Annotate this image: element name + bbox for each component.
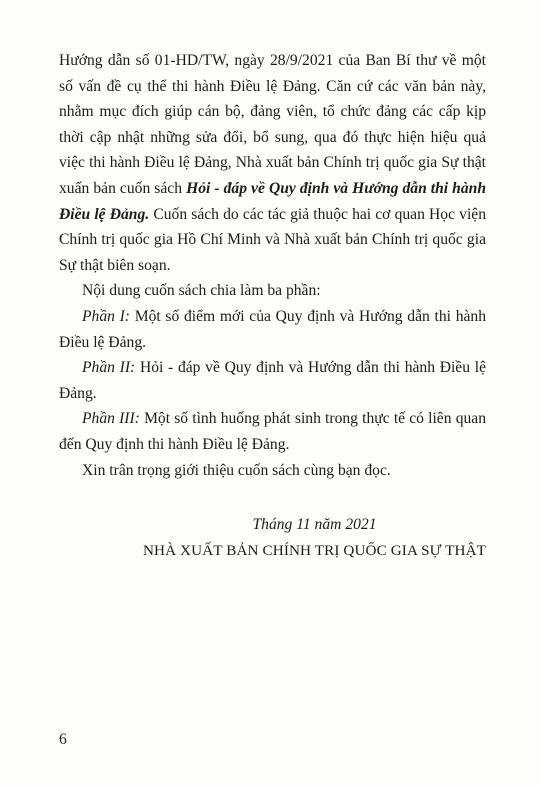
intro-lead: Hướng dẫn số 01-HD/TW, ngày 28/9/2021 của Ban Bí thư về một số vấn đề cụ thể thi hành Điều lệ Đảng. Căn cứ các văn bản này, nhằm mục đích giúp cán bộ, đảng viên, tổ chức đảng các cấp kịp thời cập nhật những sửa đổi, bổ sung, qua đó thực hiện hiệu quả việc thi hành Điều lệ Đảng, Nhà xuất bản Chính trị quốc gia Sự thật xuấn bản cuốn sách xyxy=(59,52,486,197)
paragraph-part-3 xyxy=(59,406,486,457)
book-title: Hỏi - đáp về Quy định và Hướng dẫn thi hành Điều lệ Đảng. xyxy=(59,179,487,223)
part-1-text: Một số điểm mới của Quy định và Hướng dẫn thi hành Điều lệ Đảng. xyxy=(59,307,487,351)
intro-tail: Cuốn sách do các tác giả thuộc hai cơ quan Học viện Chính trị quốc gia Hồ Chí Minh và Nhà xuất bản Chính trị quốc gia Sự thật biên soạn. xyxy=(59,205,487,274)
body-text xyxy=(59,48,486,483)
signature-publisher: NHÀ XUẤT BẢN CHÍNH TRỊ QUỐC GIA SỰ THẬT xyxy=(142,542,487,559)
signature-date: Tháng 11 năm 2021 xyxy=(252,516,377,533)
page-number: 6 xyxy=(59,731,67,748)
paragraph-contents-intro: Nội dung cuốn sách chia làm ba phần: xyxy=(82,282,321,300)
paragraph-part-2 xyxy=(59,355,486,406)
paragraph-closing: Xin trân trọng giới thiệu cuốn sách cùng bạn đọc. xyxy=(82,461,391,479)
paragraph-intro xyxy=(59,48,486,278)
part-2-label: Phần II: xyxy=(82,359,136,377)
part-3-label: Phần III: xyxy=(82,410,140,428)
part-3-text: Một số tình huống phát sinh trong thực tế có liên quan đến Quy định thi hành Điều lệ Đảng. xyxy=(59,410,487,453)
part-1-label: Phần I: xyxy=(82,307,131,325)
part-2-text: Hỏi - đáp về Quy định và Hướng dẫn thi hành Điều lệ Đảng. xyxy=(59,359,486,402)
paragraph-part-1 xyxy=(59,304,486,355)
